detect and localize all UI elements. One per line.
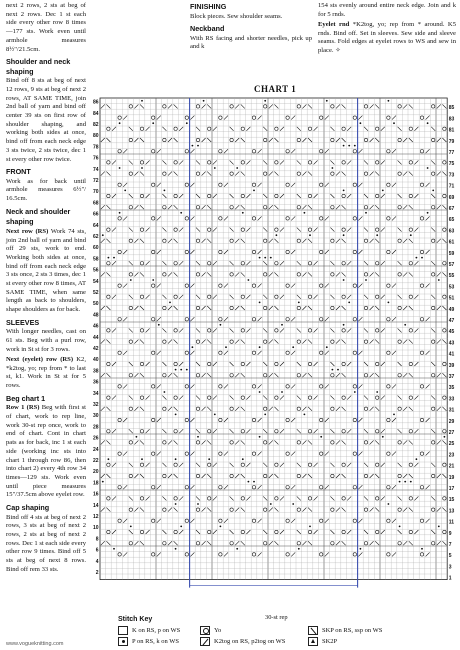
- row-number-left: 48: [92, 312, 99, 319]
- finishing-heading: FINISHING: [190, 2, 227, 11]
- row-number-right: 47: [448, 318, 455, 324]
- row-number-left: 6: [95, 547, 99, 554]
- row-number-right: 21: [448, 463, 455, 470]
- next-row-text: Work 74 sts, join 2nd ball of yarn and bind off 29 sts, work to end. Working both sides at once, bind off from each neck edge 3 sts once, 2 sts 3 times, dec 1 st every other row 8 times, AT SAME TIME, when same length as back to shoulders, shape shoulders as for back.: [6, 227, 86, 314]
- next-row-para: [6, 228, 86, 315]
- dot-box-icon: [118, 637, 128, 646]
- row-number-right: 73: [448, 172, 455, 179]
- row-number-left: 80: [92, 133, 99, 140]
- yo-circle-icon: [200, 626, 210, 635]
- row-number-right: 17: [448, 486, 455, 492]
- row-number-left: 70: [92, 189, 99, 196]
- row-number-left: 26: [92, 435, 99, 442]
- row-number-left: 74: [92, 166, 99, 173]
- row-number-right: 27: [448, 430, 455, 436]
- row-number-left: 2: [95, 570, 99, 576]
- key-item-knit: [118, 626, 180, 635]
- empty-box-icon: [118, 626, 128, 635]
- chart-grid-svg: [88, 94, 460, 614]
- row-number-right: 25: [448, 441, 455, 448]
- shoulder-heading: Shoulder and neck shaping: [6, 57, 71, 76]
- row-number-right: 57: [448, 262, 455, 268]
- key-item-ssk: [308, 626, 382, 635]
- row-number-right: 59: [448, 250, 455, 257]
- row-number-right: 79: [448, 138, 455, 145]
- front-text: Work as for back until armhole measures 6½"/ 16.5cm.: [6, 177, 86, 203]
- row-number-left: 16: [92, 491, 99, 498]
- row-number-left: 8: [95, 536, 99, 543]
- row-number-right: 45: [448, 329, 455, 336]
- footer-url: www.vogueknitting.com: [6, 641, 64, 647]
- row-number-right: 49: [448, 306, 455, 313]
- chart-title: CHART 1: [254, 84, 297, 94]
- row-number-right: 1: [448, 575, 452, 582]
- row-number-left: 64: [92, 222, 99, 229]
- row-number-right: 7: [448, 542, 452, 548]
- eyelet-label: Next (eyelet) row (RS): [6, 356, 74, 363]
- row-number-right: 85: [448, 105, 455, 112]
- knitting-chart: [88, 94, 460, 619]
- row-number-left: 36: [92, 379, 99, 386]
- row-number-right: 3: [448, 564, 452, 571]
- neckband-heading: Neckband: [190, 24, 225, 34]
- row-number-right: 41: [448, 351, 455, 358]
- front-heading: FRONT: [6, 167, 31, 177]
- row-number-left: 22: [92, 458, 99, 464]
- row-number-right: 63: [448, 228, 455, 235]
- row-number-left: 84: [92, 110, 99, 117]
- row-number-left: 54: [92, 278, 99, 285]
- neck-eyelet-text: *K2tog, yo; rep from * around. K5 rnds. Bind off. Set in sleeves. Sew side and sleeve seams. Fold edges at eyelet rows to WS and sew in place. ✧: [318, 20, 456, 55]
- row-number-right: 83: [448, 116, 455, 123]
- row-number-left: 82: [92, 122, 99, 128]
- row-number-left: 66: [92, 211, 99, 218]
- row-number-right: 43: [448, 340, 455, 347]
- row-number-right: 81: [448, 127, 455, 134]
- row-number-right: 19: [448, 474, 455, 481]
- row-number-left: 44: [92, 334, 99, 341]
- left-text-column: [6, 2, 86, 576]
- row-number-left: 76: [92, 155, 99, 162]
- row-number-right: 77: [448, 150, 455, 156]
- row-number-left: 24: [92, 446, 99, 453]
- row-number-right: 33: [448, 396, 455, 403]
- key-label-purl: P on RS, k on WS: [132, 638, 179, 645]
- row-number-left: 18: [92, 480, 99, 487]
- row-number-left: 46: [92, 323, 99, 330]
- row-number-right: 29: [448, 418, 455, 425]
- row-number-left: 86: [92, 99, 99, 106]
- row-number-right: 37: [448, 374, 455, 380]
- row-number-right: 75: [448, 161, 455, 168]
- sleeves-heading: SLEEVES: [6, 317, 40, 327]
- beg-chart-heading: Beg chart 1: [6, 393, 46, 403]
- neck-text-1: 154 sts evenly around entire neck edge. Join and k for 5 rnds.: [318, 2, 456, 18]
- sleeves-text: With longer needles, cast on 61 sts. Beg with a purl row, work in St st for 3 rows.: [6, 328, 86, 353]
- row-number-left: 40: [92, 357, 99, 364]
- ssk-slash-icon: [308, 626, 318, 635]
- row-number-right: 61: [448, 239, 455, 246]
- key-label-k2tog: K2tog on RS, p2tog on WS: [214, 638, 286, 645]
- back-intro-text: next 2 rows, 2 sts at beg of next 2 rows. Dec 1 st each side every other row 8 times—177 sts. Work even until armhole measures 8½"/21.5cm.: [6, 2, 86, 53]
- row-number-right: 69: [448, 194, 455, 201]
- row-number-left: 72: [92, 178, 99, 184]
- key-item-purl: [118, 637, 179, 646]
- row-number-right: 11: [448, 519, 454, 526]
- neck-column: [318, 2, 456, 57]
- key-label-yo: Yo: [214, 627, 222, 634]
- row-number-right: 55: [448, 273, 455, 280]
- key-item-yo: [200, 626, 221, 635]
- key-label-knit: K on RS, p on WS: [132, 627, 181, 634]
- row-number-right: 23: [448, 452, 455, 459]
- cap-text: Bind off 4 sts at beg of next 2 rows, 3 sts at beg of next 2 rows, 2 sts at beg of next 2 rows. Dec 1 st each side every other row 9 times. Bind off 5 sts at beg of next 8 rows. Bind off rem 33 sts.: [6, 513, 87, 573]
- shoulder-text: Bind off 8 sts at beg of next 12 rows, 9 sts at beg of next 2 rows, AT SAME TIME, join 2nd ball of yarn and bind off center 39 sts on first row of shoulder shaping, and working both sides at once, bind off from each neck edge 3 sts twice, 2 sts twice, dec 1 st every other row twice.: [6, 77, 86, 163]
- row-number-right: 9: [448, 530, 452, 537]
- row-number-right: 71: [448, 183, 455, 190]
- row-number-left: 32: [92, 402, 99, 408]
- row-number-left: 38: [92, 368, 99, 375]
- row-number-left: 14: [92, 502, 99, 509]
- row-number-left: 58: [92, 256, 99, 263]
- neck-eyelet-para: [318, 21, 456, 56]
- row-number-right: 67: [448, 206, 455, 212]
- row-number-right: 35: [448, 385, 455, 392]
- neck-heading-2: shaping: [6, 217, 34, 227]
- row-number-right: 5: [448, 553, 452, 560]
- neckband-text: With RS facing and shorter needles, pick up and k: [190, 34, 312, 51]
- finishing-column: [190, 2, 312, 54]
- row-number-right: 15: [448, 497, 455, 504]
- row-number-left: 50: [92, 301, 99, 308]
- row-number-left: 42: [92, 346, 99, 352]
- row-number-right: 51: [448, 295, 455, 302]
- row-number-left: 60: [92, 245, 99, 252]
- row1-text: Beg with first st of chart, work to rep line, work 30-st rep once, work to end of chart. Cont in chart pats as for back, inc 1 st each side (working inc sts into chart 1 through row 86, then into chart 2) every 4th row 34 times—129 sts. Work even until piece measures 15"/37.5cm above eyelet row.: [6, 404, 86, 499]
- eyelet-para: [6, 356, 86, 391]
- neck-heading: Neck and shoulder: [6, 206, 71, 216]
- row-number-left: 4: [95, 558, 99, 565]
- key-label-ssk: SKP on RS, ssp on WS: [322, 627, 383, 634]
- next-row-label: Next row (RS): [6, 227, 49, 235]
- row-number-right: 53: [448, 284, 455, 291]
- eyelet-text: K2, *k2tog, yo; rep from * to last st, k1. Work in St st for 5 rows.: [6, 356, 86, 390]
- key-item-sk2p: [308, 637, 337, 646]
- row1-para: [6, 404, 86, 500]
- row-number-left: 10: [92, 525, 99, 532]
- row-number-right: 31: [448, 407, 455, 414]
- row-number-left: 34: [92, 390, 99, 397]
- row-number-right: 65: [448, 217, 455, 224]
- k2tog-slash-icon: [200, 637, 210, 646]
- finishing-text: Block pieces. Sew shoulder seams.: [190, 12, 283, 20]
- row-number-left: 78: [92, 144, 99, 151]
- row-number-left: 56: [92, 267, 99, 274]
- rep-label: 30-st rep: [265, 614, 288, 621]
- row-number-left: 12: [92, 514, 99, 520]
- sk2p-triangle-icon: [308, 637, 318, 646]
- row-number-left: 30: [92, 413, 99, 420]
- row-number-right: 39: [448, 362, 455, 369]
- key-label-sk2p: SK2P: [322, 638, 338, 645]
- row-number-left: 62: [92, 234, 99, 240]
- row1-label: Row 1 (RS): [6, 404, 40, 412]
- row-number-left: 20: [92, 469, 99, 476]
- row-number-right: 13: [448, 508, 455, 515]
- row-number-left: 28: [92, 424, 99, 431]
- neck-eyelet-label: Eyelet rnd: [318, 20, 350, 28]
- key-item-k2tog: [200, 637, 285, 646]
- row-number-left: 68: [92, 200, 99, 207]
- row-number-left: 52: [92, 290, 99, 296]
- cap-heading: Cap shaping: [6, 503, 50, 513]
- stitch-key-title: Stitch Key: [118, 616, 153, 623]
- stitch-key: [112, 616, 452, 648]
